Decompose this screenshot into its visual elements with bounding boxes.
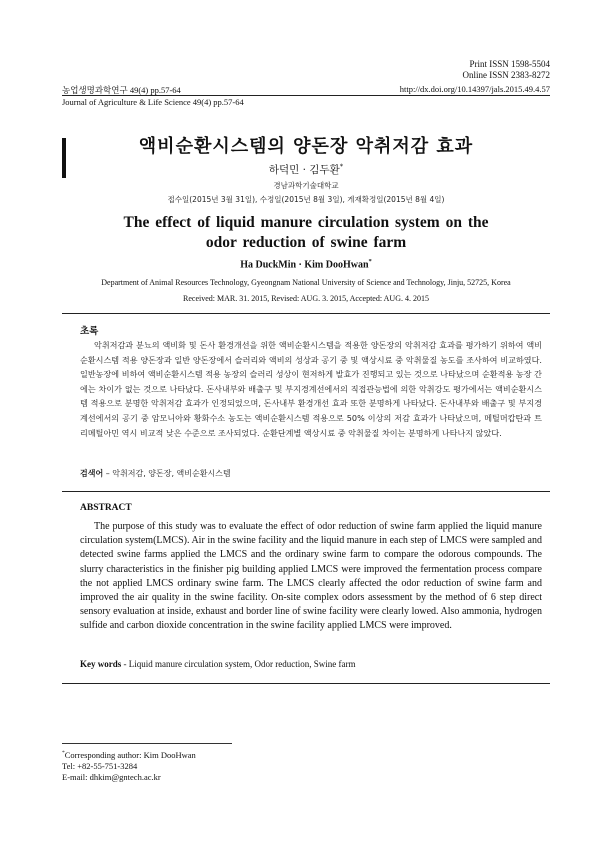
footnote-rule	[62, 743, 232, 744]
korean-affiliation: 경남과학기술대학교	[273, 181, 339, 190]
korean-keywords	[80, 468, 231, 479]
english-title: The effect of liquid manure circulation system on the odor reduction of swine farm	[123, 214, 489, 251]
footnote-corresponding: *Corresponding author: Kim DooHwan	[62, 749, 196, 760]
korean-abstract-heading: 초록	[80, 326, 99, 337]
title-rule	[62, 313, 550, 314]
doi-link[interactable]: http://dx.doi.org/10.14397/jals.2015.49.4.57	[399, 84, 550, 94]
journal-ko: 농업생명과학연구 49(4) pp.57-64	[62, 85, 181, 95]
korean-authors: 하덕민 · 김두환*	[268, 162, 344, 176]
header-rule	[62, 95, 550, 96]
english-affiliation: Department of Animal Resources Technology, Gyeongnam National University of Science and Technology, Jinju, 52725, Korea	[101, 278, 511, 287]
english-keywords-list: - Liquid manure circulation system, Odor reduction, Swine farm	[123, 659, 356, 669]
korean-abstract-body: 악취저감과 분뇨의 액비화 및 돈사 환경개선을 위한 액비순환시스템을 적용한 양돈장의 악취저감 효과를 평가하기 위하여 액비순환시스템 적용 양돈장과 일반 양돈장에서 슬러리와 액비의 성상과 공기 중 및 액상시료 중 악취물질 농도를 조사하여 비교하였다. 일반농장에 비하여 액비순환시스템 적용 농장의 슬러리 성상이 현저하게 발효가 진행되고 있는 것으로 나타났으며 순환적용 농장 간에는 차이가 없는 것으로 나타났다. 돈사내부와 배출구 및 부지경계선에서의 직접관능법에 의한 악취강도 평가에서는 액비순환시스템 적용으로 분명한 악취저감 효과가 인정되었으며, 돈사내부 환경개선 효과 또한 분명하게 나타났다. 돈사내부와 배출구 및 부지경계선에서의 공기 중 암모니아와 황화수소 농도는 액비순환시스템 적용으로 50% 이상의 저감 효과가 나타났으며, 메틸머캅탄과 트리메틸아민 역시 비교적 낮은 수준으로 조사되었다. 순환단계별 액상시료 중 악취물질 차이는 분명하게 나타나지 않았다.	[80, 340, 542, 438]
korean-keywords-list: – 악취저감, 양돈장, 액비순환시스템	[105, 469, 231, 478]
journal-en-line	[62, 97, 550, 107]
english-abstract-body: The purpose of this study was to evaluate the effect of odor reduction of swine farm applied the liquid manure circulation system(LMCS). Air in the swine facility and the liquid manure in each step of LMCS were sampled and detected swine farms applied the LMCS and the ordinary swine farm to compare the odorous compounds. The slurry characteristics in the finisher pig building applied LMCS were improved the fermentation process compare the not applied LMCS ordinary swine farm. The LMCS clearly affected the odor reduction of swine farm and improved the air quality in the swine facility. On-site complex odors assessment by the method of 6 step direct sensory evaluation at inside, exhaust and border line of swine facility were clearly lowed. Also ammonia, hydrogen sulfide and carbon dioxide concentration in the swine facility applied LMCS were improved.	[80, 521, 542, 632]
issn-block	[463, 59, 551, 81]
english-keywords-label: Key words	[80, 659, 122, 669]
footnote-email[interactable]: E-mail: dhkim@gntech.ac.kr	[62, 771, 161, 782]
korean-title: 액비순환시스템의 양돈장 악취저감 효과	[138, 136, 474, 157]
english-authors: Ha DuckMin · Kim DooHwan*	[240, 258, 372, 271]
footnote	[62, 748, 196, 783]
keywords-rule	[62, 683, 550, 684]
online-issn: Online ISSN 2383-8272	[462, 70, 550, 80]
english-abstract-heading: ABSTRACT	[80, 503, 132, 513]
english-keywords	[80, 659, 355, 669]
journal-en: Journal of Agriculture & Life Science 49(4) pp.57-64	[62, 97, 244, 107]
print-issn: Print ISSN 1598-5504	[469, 59, 550, 69]
abstract-rule	[62, 491, 550, 492]
english-dates: Received: MAR. 31. 2015, Revised: AUG. 3. 2015, Accepted: AUG. 4. 2015	[183, 294, 429, 303]
footnote-tel: Tel: +82-55-751-3284	[62, 760, 138, 771]
korean-dates: 접수일(2015년 3월 31일), 수정일(2015년 8월 3일), 게재확정일(2015년 8월 4일)	[167, 195, 445, 204]
korean-keywords-label: 검색어	[80, 469, 104, 478]
